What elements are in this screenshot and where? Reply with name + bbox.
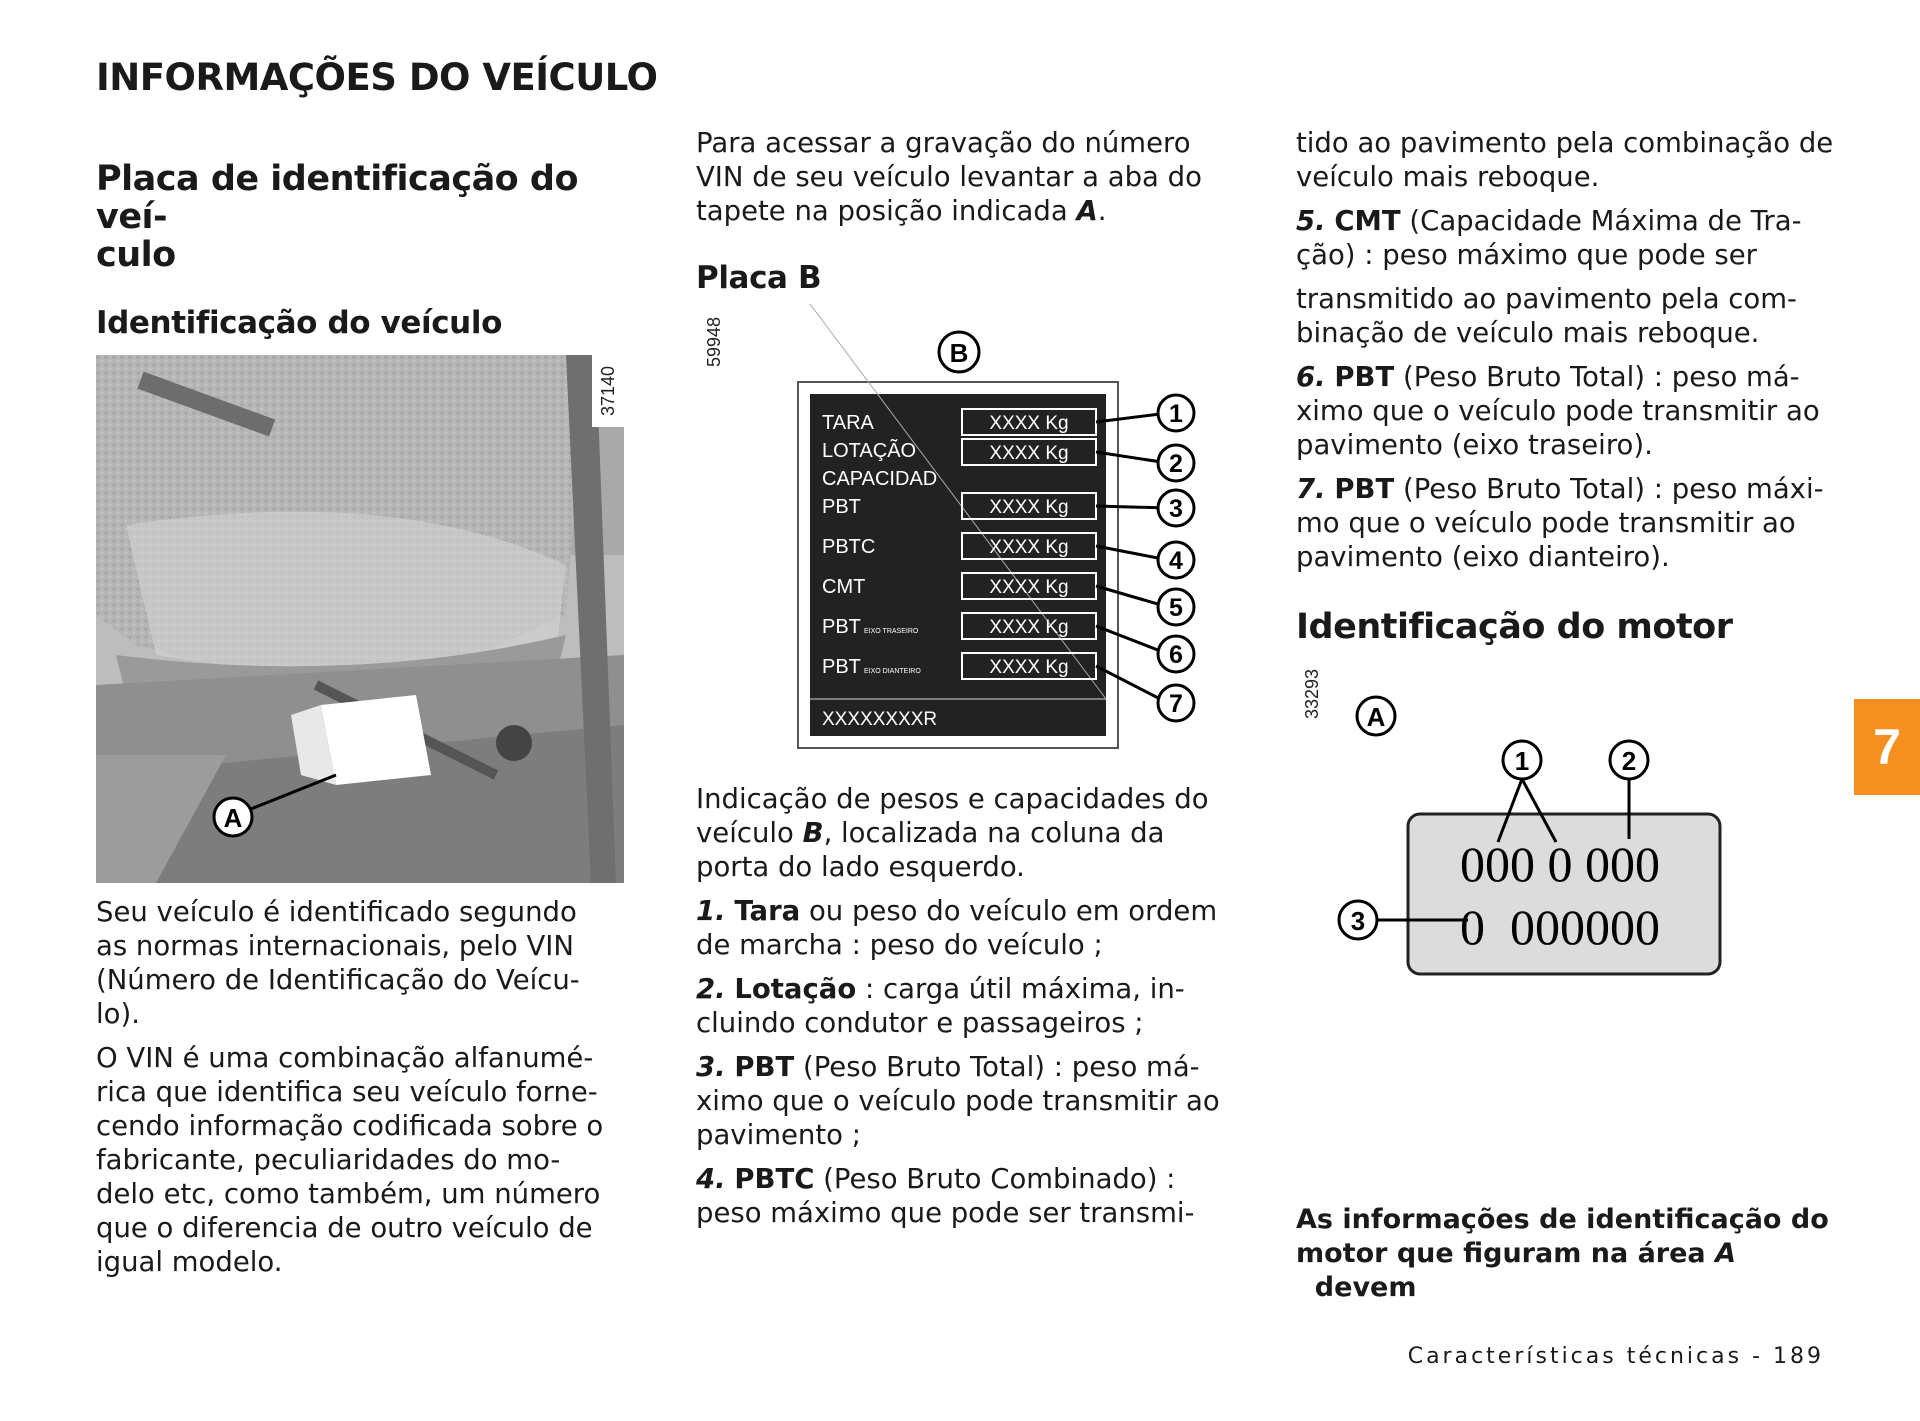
engine-ref-number: 33293 [1302,668,1322,720]
plate-row-label: PBT [822,656,861,678]
plate-value: XXXX Kg [989,617,1069,638]
plate-item: 1. Tara ou peso do veículo em ordem de marcha : peso do veículo ; [696,895,1218,961]
engine-callout-1: 1 [1514,746,1530,776]
engine-note: As informações de identificação do motor que figuram na área A devem [1296,1204,1829,1303]
section-title-plate-b: Placa B [696,260,822,296]
seat-photo-figure [96,355,624,883]
plate-item: 6. PBT (Peso Bruto Total) : peso má-ximo que o veículo pode transmitir ao pavimento (eixo traseiro). [1296,361,1820,461]
engine-number-line-2: 0 000000 [1460,899,1660,955]
chapter-tab: 7 [1854,699,1920,795]
plate-callout-number: 1 [1169,400,1183,428]
plate-value: XXXX Kg [989,443,1069,464]
plate-footer-code: XXXXXXXXR [822,709,938,730]
page-footer: Características técnicas - 189 [1407,1344,1824,1369]
paragraph-vin-detail: O VIN é uma combinação alfanumé-rica que identifica seu veículo forne-cendo informação codificada sobre o fabricante, peculiaridades do mo-delo etc, como também, um número que o diferencia de outro veículo de igual modelo. [96,1042,604,1278]
plate-callout-number: 7 [1169,690,1183,718]
plate-row-label: PBT [822,496,861,518]
plate-row-sublabel: EIXO DIANTEIRO [864,668,921,675]
engine-plate-diagram [1296,664,1816,1004]
seat-photo [96,355,624,883]
plate-item: 5. CMT (Capacidade Máxima de Tra-ção) : peso máximo que pode ser [1296,205,1802,271]
plate-row-label: PBTC [822,536,876,558]
engine-callout-2: 2 [1621,746,1637,776]
plate-ref-number: 59948 [704,316,724,368]
photo-callout-a: A [223,803,243,833]
plate-b-diagram [696,304,1216,764]
plate-value: XXXX Kg [989,497,1069,518]
photo-ref-number: 37140 [598,365,618,417]
plate-item: 2. Lotação : carga útil máxima, in-cluindo condutor e passageiros ; [696,973,1185,1039]
paragraph-vin-intro: Seu veículo é identificado segundo as normas internacionais, pelo VIN (Número de Identificação do Veícu-lo). [96,896,580,1030]
vin-access-text: Para acessar a gravação do número VIN de seu veículo levantar a aba do tapete na posição indicada A. [696,127,1202,227]
plate-item: 7. PBT (Peso Bruto Total) : peso máxi-mo que o veículo pode transmitir ao pavimento (eixo dianteiro). [1296,473,1824,573]
plate-callout-number: 5 [1169,594,1183,622]
section-title-engine-id: Identificação do motor [1296,607,1733,647]
plate-item: 3. PBT (Peso Bruto Total) : peso má-ximo que o veículo pode transmitir ao pavimento ; [696,1051,1220,1151]
column-1 [96,160,641,1289]
plate-row-label: LOTAÇÃO [822,440,917,462]
plate-item-continuation: transmitido ao pavimento pela com-binação de veículo mais reboque. [1296,283,1797,349]
page-title: INFORMAÇÕES DO VEÍCULO [96,56,658,99]
plate-value: XXXX Kg [989,577,1069,598]
subsection-title-vehicle-id: Identificação do veículo [96,305,502,341]
plate-items-list [696,894,1226,1230]
engine-label-a: A [1366,702,1386,732]
plate-callout-number: 4 [1169,547,1183,575]
plate-callout-number: 3 [1169,495,1183,523]
plate-value: XXXX Kg [989,657,1069,678]
plate-description: Indicação de pesos e capacidades do veículo B, localizada na coluna da porta do lado esquerdo. [696,783,1209,883]
section-title-vehicle-plate: Placa de identificação do veí- culo [96,159,579,275]
column-3 [1296,126,1841,1004]
plate-callout-number: 6 [1169,641,1183,669]
engine-callout-3: 3 [1350,906,1366,936]
plate-row-label: CMT [822,576,866,598]
plate-row-label: TARA [822,412,874,434]
plate-row-label: CAPACIDAD [822,468,938,490]
continuation-text: tido ao pavimento pela combinação de veículo mais reboque. [1296,127,1834,193]
plate-callout-number: 2 [1169,450,1183,478]
plate-item: 4. PBTC (Peso Bruto Combinado) : peso máximo que pode ser transmi- [696,1163,1195,1229]
plate-value: XXXX Kg [989,413,1069,434]
plate-value: XXXX Kg [989,537,1069,558]
plate-label-b: B [949,338,969,368]
engine-number-line-1: 000 0 000 [1460,836,1660,892]
plate-row-label: PBT [822,616,861,638]
plate-row-sublabel: EIXO TRASEIRO [864,628,919,635]
column-2 [696,126,1241,1240]
